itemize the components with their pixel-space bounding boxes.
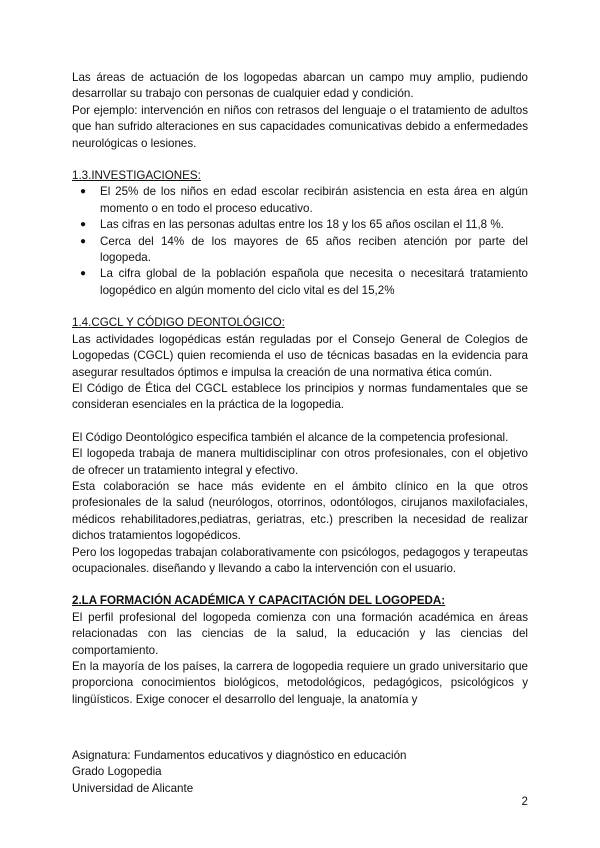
list-item: ● El 25% de los niños en edad escolar recibirán asistencia en esta área en algún momento o en todo el proceso educativo. <box>80 185 528 215</box>
bullet-icon: ● <box>80 186 87 198</box>
list-item: ● Las cifras en las personas adultas entre los 18 y los 65 años oscilan el 11,8 %. <box>100 217 528 233</box>
list-item: ● La cifra global de la población española que necesita o necesitará tratamiento logopédico en algún momento del ciclo vital es del 15,2% <box>80 267 528 297</box>
cgcl-paragraph-3: El Código Deontológico especifica también el alcance de la competencia profesional. <box>72 430 509 444</box>
cgcl-paragraph-5: Esta colaboración se hace más evidente en el ámbito clínico en la que otros profesionales de la salud (neurólogos, otorrinos, odontólogos, cirujanos maxilofaciales, médicos rehabilitadores,pediatras, geriatras, etc.) prescriben la necesidad de realizar dichos tratamientos logopédicos. <box>72 479 528 543</box>
page-footer <box>72 748 528 797</box>
cgcl-paragraph-6: Pero los logopedas trabajan colaborativamente con psicólogos, pedagogos y terapeutas ocupacionales. diseñando y llevando a cabo la intervención con el usuario. <box>72 545 528 575</box>
intro-paragraph-1: Las áreas de actuación de los logopedas abarcan un campo muy amplio, pudiendo desarrollar su trabajo con personas de cualquier edad y condición. <box>72 71 528 101</box>
formacion-paragraph-2: En la mayoría de los países, la carrera de logopedia requiere un grado universitario que proporciona conocimientos biológicos, metodológicos, pedagógicos, psicológicos y lingüísticos. Exige conocer el desarrollo del lenguaje, la anatomía y <box>72 660 528 706</box>
section-heading-cgcl: 1.4.CGCL Y CÓDIGO DEONTOLÓGICO: <box>72 316 285 330</box>
list-item: ● Cerca del 14% de los mayores de 65 años reciben atención por parte del logopeda. <box>80 234 528 265</box>
formacion-paragraph-1: El perfil profesional del logopeda comienza con una formación académica en áreas relacionadas con las ciencias de la salud, la educación y las ciencias del comportamiento. <box>72 610 528 657</box>
bullet-icon: ● <box>80 219 87 231</box>
section-heading-formacion: 2.LA FORMACIÓN ACADÉMICA Y CAPACITACIÓN DEL LOGOPEDA: <box>72 594 446 608</box>
document-body <box>72 70 528 708</box>
intro-paragraph-2: Por ejemplo: intervención en niños con retrasos del lenguaje o el tratamiento de adultos que han sufrido alteraciones en sus capacidades comunicativas debido a enfermedades neurológicas o lesiones. <box>72 103 528 150</box>
cgcl-paragraph-2: El Código de Ética del CGCL establece los principios y normas fundamentales que se consideran esenciales en la práctica de la logopedia. <box>72 381 528 412</box>
footer-university: Universidad de Alicante <box>72 781 194 795</box>
page-number: 2 <box>521 795 528 808</box>
footer-degree: Grado Logopedia <box>72 765 162 779</box>
cgcl-paragraph-4: El logopeda trabaja de manera multidisciplinar con otros profesionales, con el objetivo de ofrecer un tratamiento integral y efectivo. <box>72 447 528 477</box>
investigaciones-list <box>72 184 528 299</box>
cgcl-paragraph-1: Las actividades logopédicas están reguladas por el Consejo General de Colegios de Logopedas (CGCL) quien recomienda el uso de técnicas basadas en la evidencia para asegurar resultados óptimos e impulsa la creación de una normativa ética común. <box>72 332 528 379</box>
section-heading-investigaciones: 1.3.INVESTIGACIONES: <box>72 169 201 183</box>
bullet-icon: ● <box>80 235 87 247</box>
footer-subject: Asignatura: Fundamentos educativos y diagnóstico en educación <box>72 749 407 762</box>
bullet-icon: ● <box>80 268 87 280</box>
